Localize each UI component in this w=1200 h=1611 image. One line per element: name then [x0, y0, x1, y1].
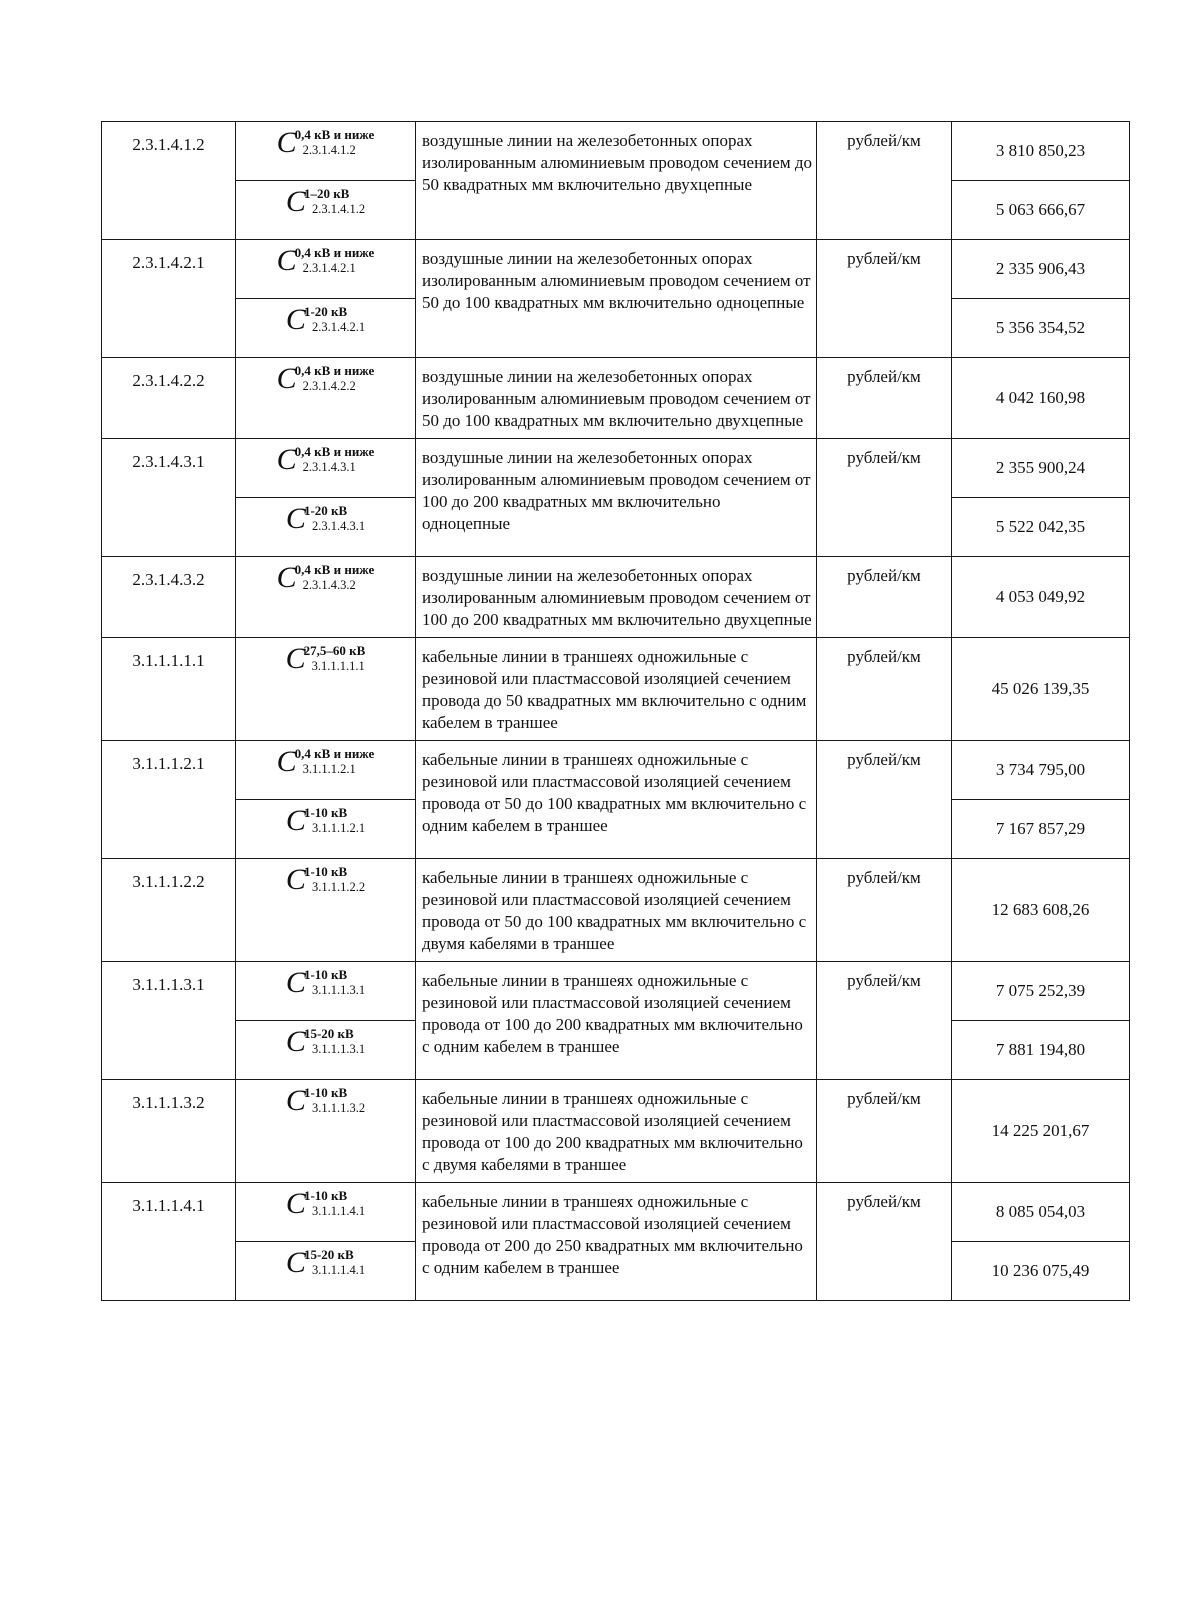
- row-code: 3.1.1.1.2.1: [102, 741, 236, 859]
- rate-symbol-formula: [286, 187, 365, 217]
- rate-value: 7 881 194,80: [952, 1021, 1130, 1080]
- rate-letter-c: C: [276, 561, 297, 594]
- voltage-superscript: 1-10 кВ: [303, 967, 348, 982]
- rate-letter-c: C: [276, 126, 297, 159]
- code-subscript: 3.1.1.1.2.1: [311, 821, 366, 835]
- voltage-superscript: 1-10 кВ: [303, 864, 348, 879]
- rate-indices: [304, 1189, 365, 1218]
- rate-value: 3 734 795,00: [952, 741, 1130, 800]
- rate-letter-c: C: [285, 1187, 306, 1220]
- rate-letter-c: C: [285, 642, 306, 675]
- rate-symbol-formula: [277, 246, 375, 276]
- table-row: [102, 122, 1130, 181]
- rate-symbol-formula: [286, 1248, 365, 1278]
- rate-value: 5 063 666,67: [952, 181, 1130, 240]
- voltage-superscript: 0,4 кВ и ниже: [294, 245, 375, 260]
- rate-letter-c: C: [285, 804, 306, 837]
- rate-symbol: [236, 358, 416, 439]
- rate-letter-c: C: [285, 1084, 306, 1117]
- rate-symbol-formula: [277, 364, 375, 394]
- row-description: кабельные линии в траншеях одножильные с резиновой или пластмассовой изоляцией сечением провода от 100 до 200 квадратных мм включительно с одним кабелем в траншее: [416, 962, 817, 1080]
- rate-letter-c: C: [285, 1025, 306, 1058]
- rate-symbol-formula: [286, 305, 365, 335]
- rate-value: 12 683 608,26: [952, 859, 1130, 962]
- rate-value: 2 355 900,24: [952, 439, 1130, 498]
- rate-letter-c: C: [285, 966, 306, 999]
- code-subscript: 2.3.1.4.3.2: [302, 578, 356, 592]
- rate-symbol-formula: [277, 563, 375, 593]
- rate-indices: [295, 747, 375, 776]
- rate-symbol: [236, 1242, 416, 1301]
- rate-indices: [295, 246, 375, 275]
- code-subscript: 2.3.1.4.3.1: [302, 460, 356, 474]
- code-subscript: 3.1.1.1.3.1: [311, 1042, 366, 1056]
- row-code: 2.3.1.4.3.2: [102, 557, 236, 638]
- code-subscript: 2.3.1.4.2.1: [302, 261, 356, 275]
- rate-letter-c: C: [285, 1246, 306, 1279]
- voltage-superscript: 0,4 кВ и ниже: [294, 363, 375, 378]
- rate-symbol-formula: [286, 644, 366, 674]
- table-row: [102, 859, 1130, 962]
- rate-letter-c: C: [285, 502, 306, 535]
- rate-symbol: [236, 557, 416, 638]
- rate-indices: [304, 1248, 365, 1277]
- rate-symbol: [236, 800, 416, 859]
- code-subscript: 3.1.1.1.3.1: [311, 983, 366, 997]
- tariff-table-body: [102, 122, 1130, 1301]
- rate-letter-c: C: [285, 185, 306, 218]
- rate-indices: [304, 504, 365, 533]
- row-description: кабельные линии в траншеях одножильные с резиновой или пластмассовой изоляцией сечением провода от 200 до 250 квадратных мм включительно с одним кабелем в траншее: [416, 1183, 817, 1301]
- voltage-superscript: 1-20 кВ: [303, 304, 348, 319]
- row-code: 3.1.1.1.3.2: [102, 1080, 236, 1183]
- table-row: [102, 358, 1130, 439]
- row-unit: рублей/км: [817, 240, 952, 358]
- rate-symbol: [236, 859, 416, 962]
- row-code: 2.3.1.4.2.2: [102, 358, 236, 439]
- voltage-superscript: 1-10 кВ: [303, 1188, 348, 1203]
- rate-value: 3 810 850,23: [952, 122, 1130, 181]
- table-row: [102, 1080, 1130, 1183]
- row-description: кабельные линии в траншеях одножильные с резиновой или пластмассовой изоляцией сечением провода от 100 до 200 квадратных мм включительно с двумя кабелями в траншее: [416, 1080, 817, 1183]
- code-subscript: 3.1.1.1.4.1: [311, 1204, 366, 1218]
- table-row: [102, 439, 1130, 498]
- rate-indices: [304, 1027, 365, 1056]
- row-description: воздушные линии на железобетонных опорах изолированным алюминиевым проводом сечением от 100 до 200 квадратных мм включительно одноцепные: [416, 439, 817, 557]
- rate-symbol-formula: [286, 1189, 365, 1219]
- row-description: кабельные линии в траншеях одножильные с резиновой или пластмассовой изоляцией сечением провода от 50 до 100 квадратных мм включительно с двумя кабелями в траншее: [416, 859, 817, 962]
- rate-symbol: [236, 299, 416, 358]
- rate-value: 2 335 906,43: [952, 240, 1130, 299]
- table-row: [102, 962, 1130, 1021]
- rate-letter-c: C: [285, 863, 306, 896]
- rate-value: 5 356 354,52: [952, 299, 1130, 358]
- rate-symbol-formula: [286, 1027, 365, 1057]
- rate-symbol-formula: [277, 747, 375, 777]
- rate-symbol: [236, 181, 416, 240]
- rate-indices: [304, 968, 365, 997]
- row-code: 3.1.1.1.1.1: [102, 638, 236, 741]
- rate-symbol-formula: [286, 968, 365, 998]
- rate-indices: [295, 445, 375, 474]
- rate-letter-c: C: [276, 362, 297, 395]
- row-unit: рублей/км: [817, 358, 952, 439]
- rate-indices: [304, 865, 365, 894]
- rate-value: 45 026 139,35: [952, 638, 1130, 741]
- row-unit: рублей/км: [817, 557, 952, 638]
- row-unit: рублей/км: [817, 122, 952, 240]
- row-code: 3.1.1.1.4.1: [102, 1183, 236, 1301]
- code-subscript: 2.3.1.4.2.2: [302, 379, 356, 393]
- rate-value: 10 236 075,49: [952, 1242, 1130, 1301]
- row-unit: рублей/км: [817, 638, 952, 741]
- rate-value: 5 522 042,35: [952, 498, 1130, 557]
- row-description: кабельные линии в траншеях одножильные с резиновой или пластмассовой изоляцией сечением провода до 50 квадратных мм включительно с одним кабелем в траншее: [416, 638, 817, 741]
- table-row: [102, 1183, 1130, 1242]
- voltage-superscript: 0,4 кВ и ниже: [294, 444, 375, 459]
- row-unit: рублей/км: [817, 1080, 952, 1183]
- rate-symbol-formula: [277, 128, 375, 158]
- voltage-superscript: 1–20 кВ: [303, 186, 350, 201]
- code-subscript: 3.1.1.1.1.1: [311, 659, 365, 673]
- row-unit: рублей/км: [817, 859, 952, 962]
- table-row: [102, 741, 1130, 800]
- voltage-superscript: 15-20 кВ: [303, 1026, 354, 1041]
- rate-letter-c: C: [276, 244, 297, 277]
- voltage-superscript: 0,4 кВ и ниже: [294, 746, 375, 761]
- row-description: кабельные линии в траншеях одножильные с резиновой или пластмассовой изоляцией сечением провода от 50 до 100 квадратных мм включительно с одним кабелем в траншее: [416, 741, 817, 859]
- row-code: 3.1.1.1.2.2: [102, 859, 236, 962]
- rate-letter-c: C: [285, 303, 306, 336]
- rate-value: 4 042 160,98: [952, 358, 1130, 439]
- rate-symbol: [236, 498, 416, 557]
- row-unit: рублей/км: [817, 962, 952, 1080]
- row-code: 2.3.1.4.3.1: [102, 439, 236, 557]
- rate-indices: [304, 187, 365, 216]
- table-row: [102, 638, 1130, 741]
- code-subscript: 3.1.1.1.4.1: [311, 1263, 366, 1277]
- row-description: воздушные линии на железобетонных опорах изолированным алюминиевым проводом сечением от 50 до 100 квадратных мм включительно двухцепные: [416, 358, 817, 439]
- code-subscript: 2.3.1.4.1.2: [311, 202, 366, 216]
- code-subscript: 2.3.1.4.2.1: [311, 320, 366, 334]
- table-row: [102, 240, 1130, 299]
- rate-symbol-formula: [286, 865, 365, 895]
- rate-symbol: [236, 439, 416, 498]
- rate-value: 4 053 049,92: [952, 557, 1130, 638]
- row-code: 2.3.1.4.1.2: [102, 122, 236, 240]
- rate-symbol: [236, 122, 416, 181]
- voltage-superscript: 0,4 кВ и ниже: [294, 127, 375, 142]
- rate-letter-c: C: [276, 745, 297, 778]
- row-description: воздушные линии на железобетонных опорах изолированным алюминиевым проводом сечением до 50 квадратных мм включительно двухцепные: [416, 122, 817, 240]
- table-row: [102, 557, 1130, 638]
- voltage-superscript: 27,5–60 кВ: [303, 643, 366, 658]
- code-subscript: 3.1.1.1.2.2: [311, 880, 366, 894]
- rate-symbol-formula: [286, 806, 365, 836]
- code-subscript: 2.3.1.4.1.2: [302, 143, 356, 157]
- rate-symbol: [236, 638, 416, 741]
- rate-indices: [295, 563, 375, 592]
- code-subscript: 3.1.1.1.2.1: [302, 762, 356, 776]
- code-subscript: 3.1.1.1.3.2: [311, 1101, 366, 1115]
- row-unit: рублей/км: [817, 741, 952, 859]
- voltage-superscript: 1-10 кВ: [303, 1085, 348, 1100]
- rate-symbol: [236, 240, 416, 299]
- tariff-table: [101, 121, 1130, 1301]
- rate-symbol-formula: [277, 445, 375, 475]
- rate-symbol: [236, 1021, 416, 1080]
- rate-indices: [295, 128, 375, 157]
- row-description: воздушные линии на железобетонных опорах изолированным алюминиевым проводом сечением от 50 до 100 квадратных мм включительно одноцепные: [416, 240, 817, 358]
- voltage-superscript: 0,4 кВ и ниже: [294, 562, 375, 577]
- rate-symbol-formula: [286, 504, 365, 534]
- rate-indices: [304, 644, 366, 673]
- rate-value: 14 225 201,67: [952, 1080, 1130, 1183]
- rate-symbol: [236, 1183, 416, 1242]
- row-unit: рублей/км: [817, 439, 952, 557]
- rate-symbol: [236, 1080, 416, 1183]
- rate-letter-c: C: [276, 443, 297, 476]
- rate-indices: [304, 806, 365, 835]
- voltage-superscript: 15-20 кВ: [303, 1247, 354, 1262]
- row-code: 2.3.1.4.2.1: [102, 240, 236, 358]
- rate-indices: [304, 305, 365, 334]
- row-description: воздушные линии на железобетонных опорах изолированным алюминиевым проводом сечением от 100 до 200 квадратных мм включительно двухцепные: [416, 557, 817, 638]
- rate-indices: [304, 1086, 365, 1115]
- row-code: 3.1.1.1.3.1: [102, 962, 236, 1080]
- rate-value: 8 085 054,03: [952, 1183, 1130, 1242]
- rate-symbol: [236, 962, 416, 1021]
- rate-symbol: [236, 741, 416, 800]
- rate-symbol-formula: [286, 1086, 365, 1116]
- code-subscript: 2.3.1.4.3.1: [311, 519, 366, 533]
- rate-value: 7 075 252,39: [952, 962, 1130, 1021]
- voltage-superscript: 1-10 кВ: [303, 805, 348, 820]
- voltage-superscript: 1-20 кВ: [303, 503, 348, 518]
- rate-indices: [295, 364, 375, 393]
- row-unit: рублей/км: [817, 1183, 952, 1301]
- rate-value: 7 167 857,29: [952, 800, 1130, 859]
